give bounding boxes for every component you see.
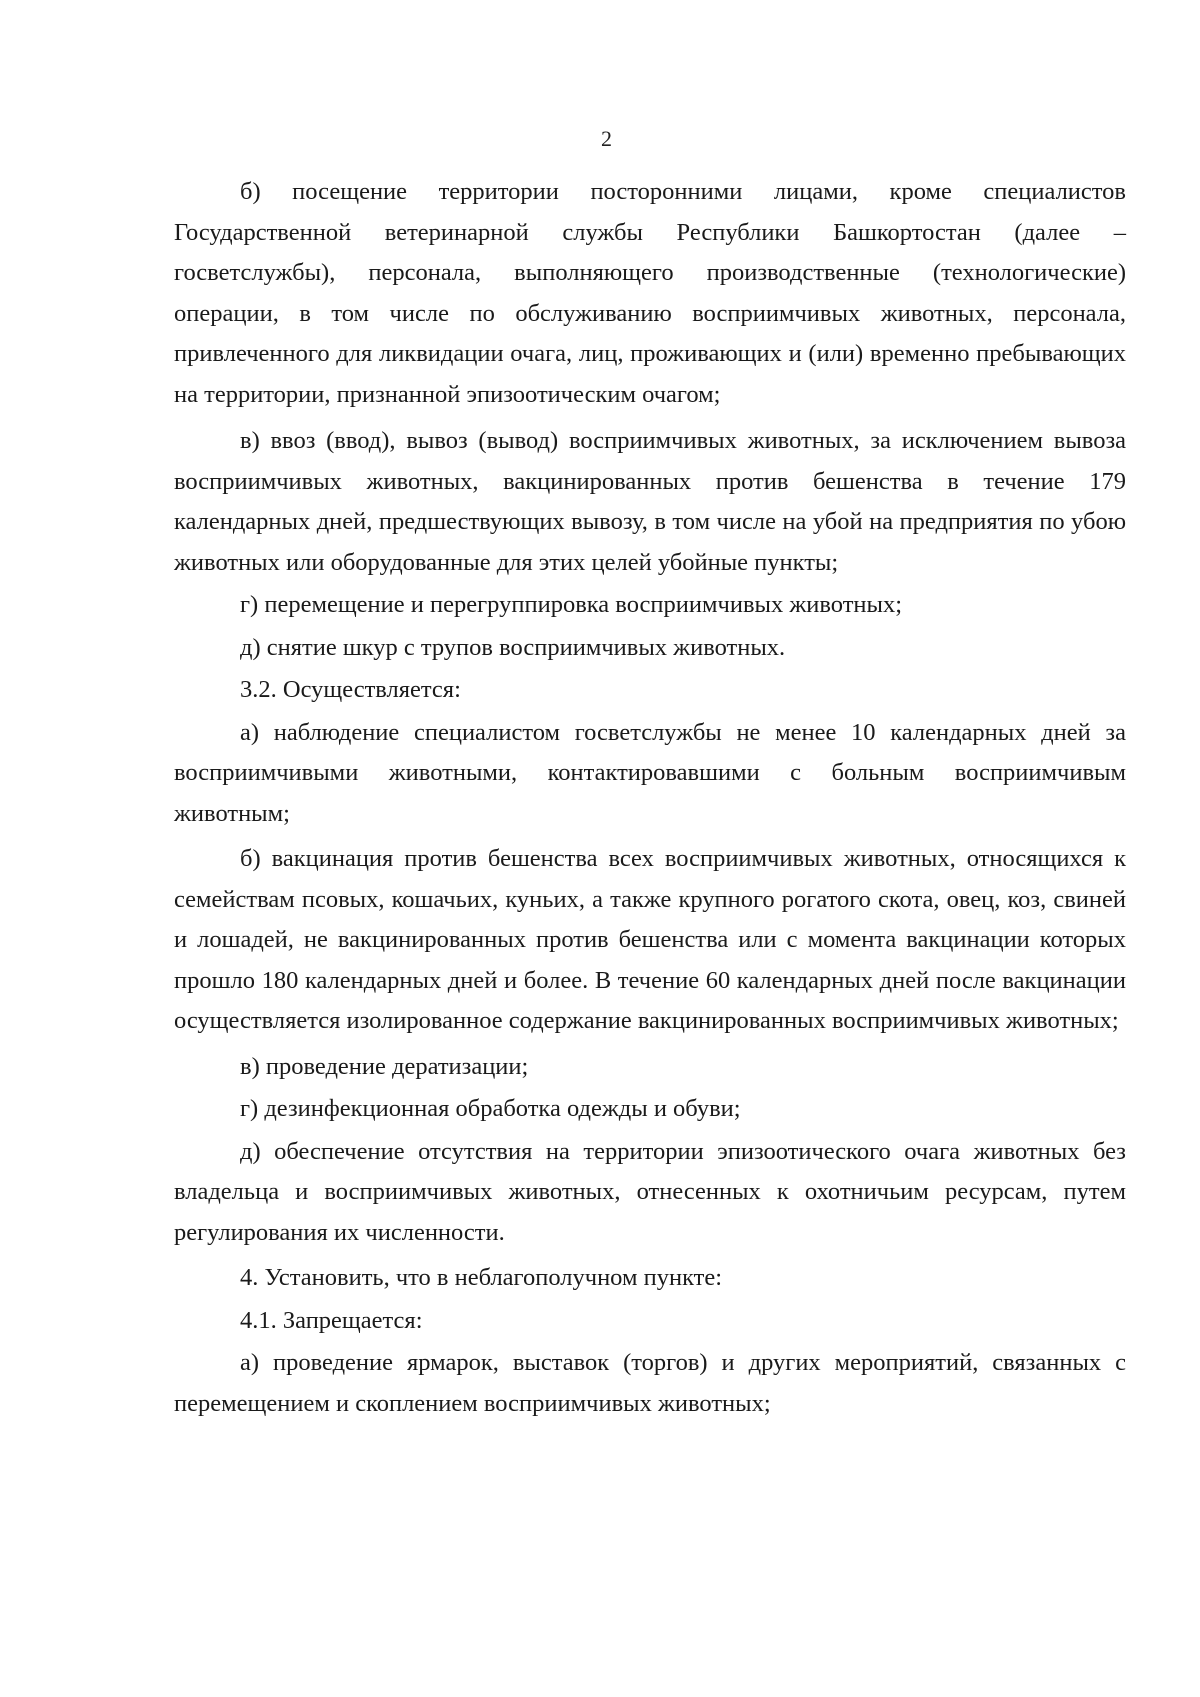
paragraph-b-vaccination: б) вакцинация против бешенства всех восприимчивых животных, относящихся к семействам псовых, кошачьих, куньих, а также крупного рогатого скота, овец, коз, свиней и лошадей, не вакцинированных против бешенства или с момента вакцинации которых прошло 180 календарных дней и более. В течение 60 календарных дней после вакцинации осуществляется изолированное содержание вакцинированных восприимчивых животных;	[174, 845, 1126, 1034]
section-heading-4-1: 4.1. Запрещается:	[240, 1306, 423, 1334]
paragraph-d-skinning: д) снятие шкур с трупов восприимчивых животных.	[240, 633, 786, 661]
document-body	[174, 172, 1126, 1424]
paragraph-v-deratization: в) проведение дератизации;	[240, 1052, 529, 1080]
paragraph-a-observation: а) наблюдение специалистом госветслужбы не менее 10 календарных дней за восприимчивыми животными, контактировавшими с больным восприимчивым животным;	[174, 718, 1126, 827]
paragraph-d-stray-animals: д) обеспечение отсутствия на территории эпизоотического очага животных без владельца и восприимчивых животных, отнесенных к охотничьим ресурсам, путем регулирования их численности.	[174, 1137, 1126, 1246]
paragraph-a-fairs: а) проведение ярмарок, выставок (торгов) и других мероприятий, связанных с перемещением и скоплением восприимчивых животных;	[174, 1349, 1126, 1417]
section-heading-3-2: 3.2. Осуществляется:	[240, 676, 461, 703]
section-heading-4: 4. Установить, что в неблагополучном пункте:	[240, 1264, 723, 1291]
paragraph-g-movement: г) перемещение и перегруппировка восприимчивых животных;	[240, 591, 903, 618]
page-number: 2	[601, 126, 612, 151]
paragraph-b-visit-restriction: б) посещение территории посторонними лицами, кроме специалистов Государственной ветеринарной службы Республики Башкортостан (далее – госветслужбы), персонала, выполняющего производственные (технологические) операции, в том числе по обслуживанию восприимчивых животных, персонала, привлеченного для ликвидации очага, лиц, проживающих и (или) временно пребывающих на территории, признанной эпизоотическим очагом;	[174, 178, 1126, 408]
paragraph-g-disinfection: г) дезинфекционная обработка одежды и обуви;	[240, 1095, 741, 1122]
paragraph-v-import-export: в) ввоз (ввод), вывоз (вывод) восприимчивых животных, за исключением вывоза восприимчивых животных, вакцинированных против бешенства в течение 179 календарных дней, предшествующих вывозу, в том числе на убой на предприятия по убою животных или оборудованные для этих целей убойные пункты;	[174, 427, 1126, 576]
